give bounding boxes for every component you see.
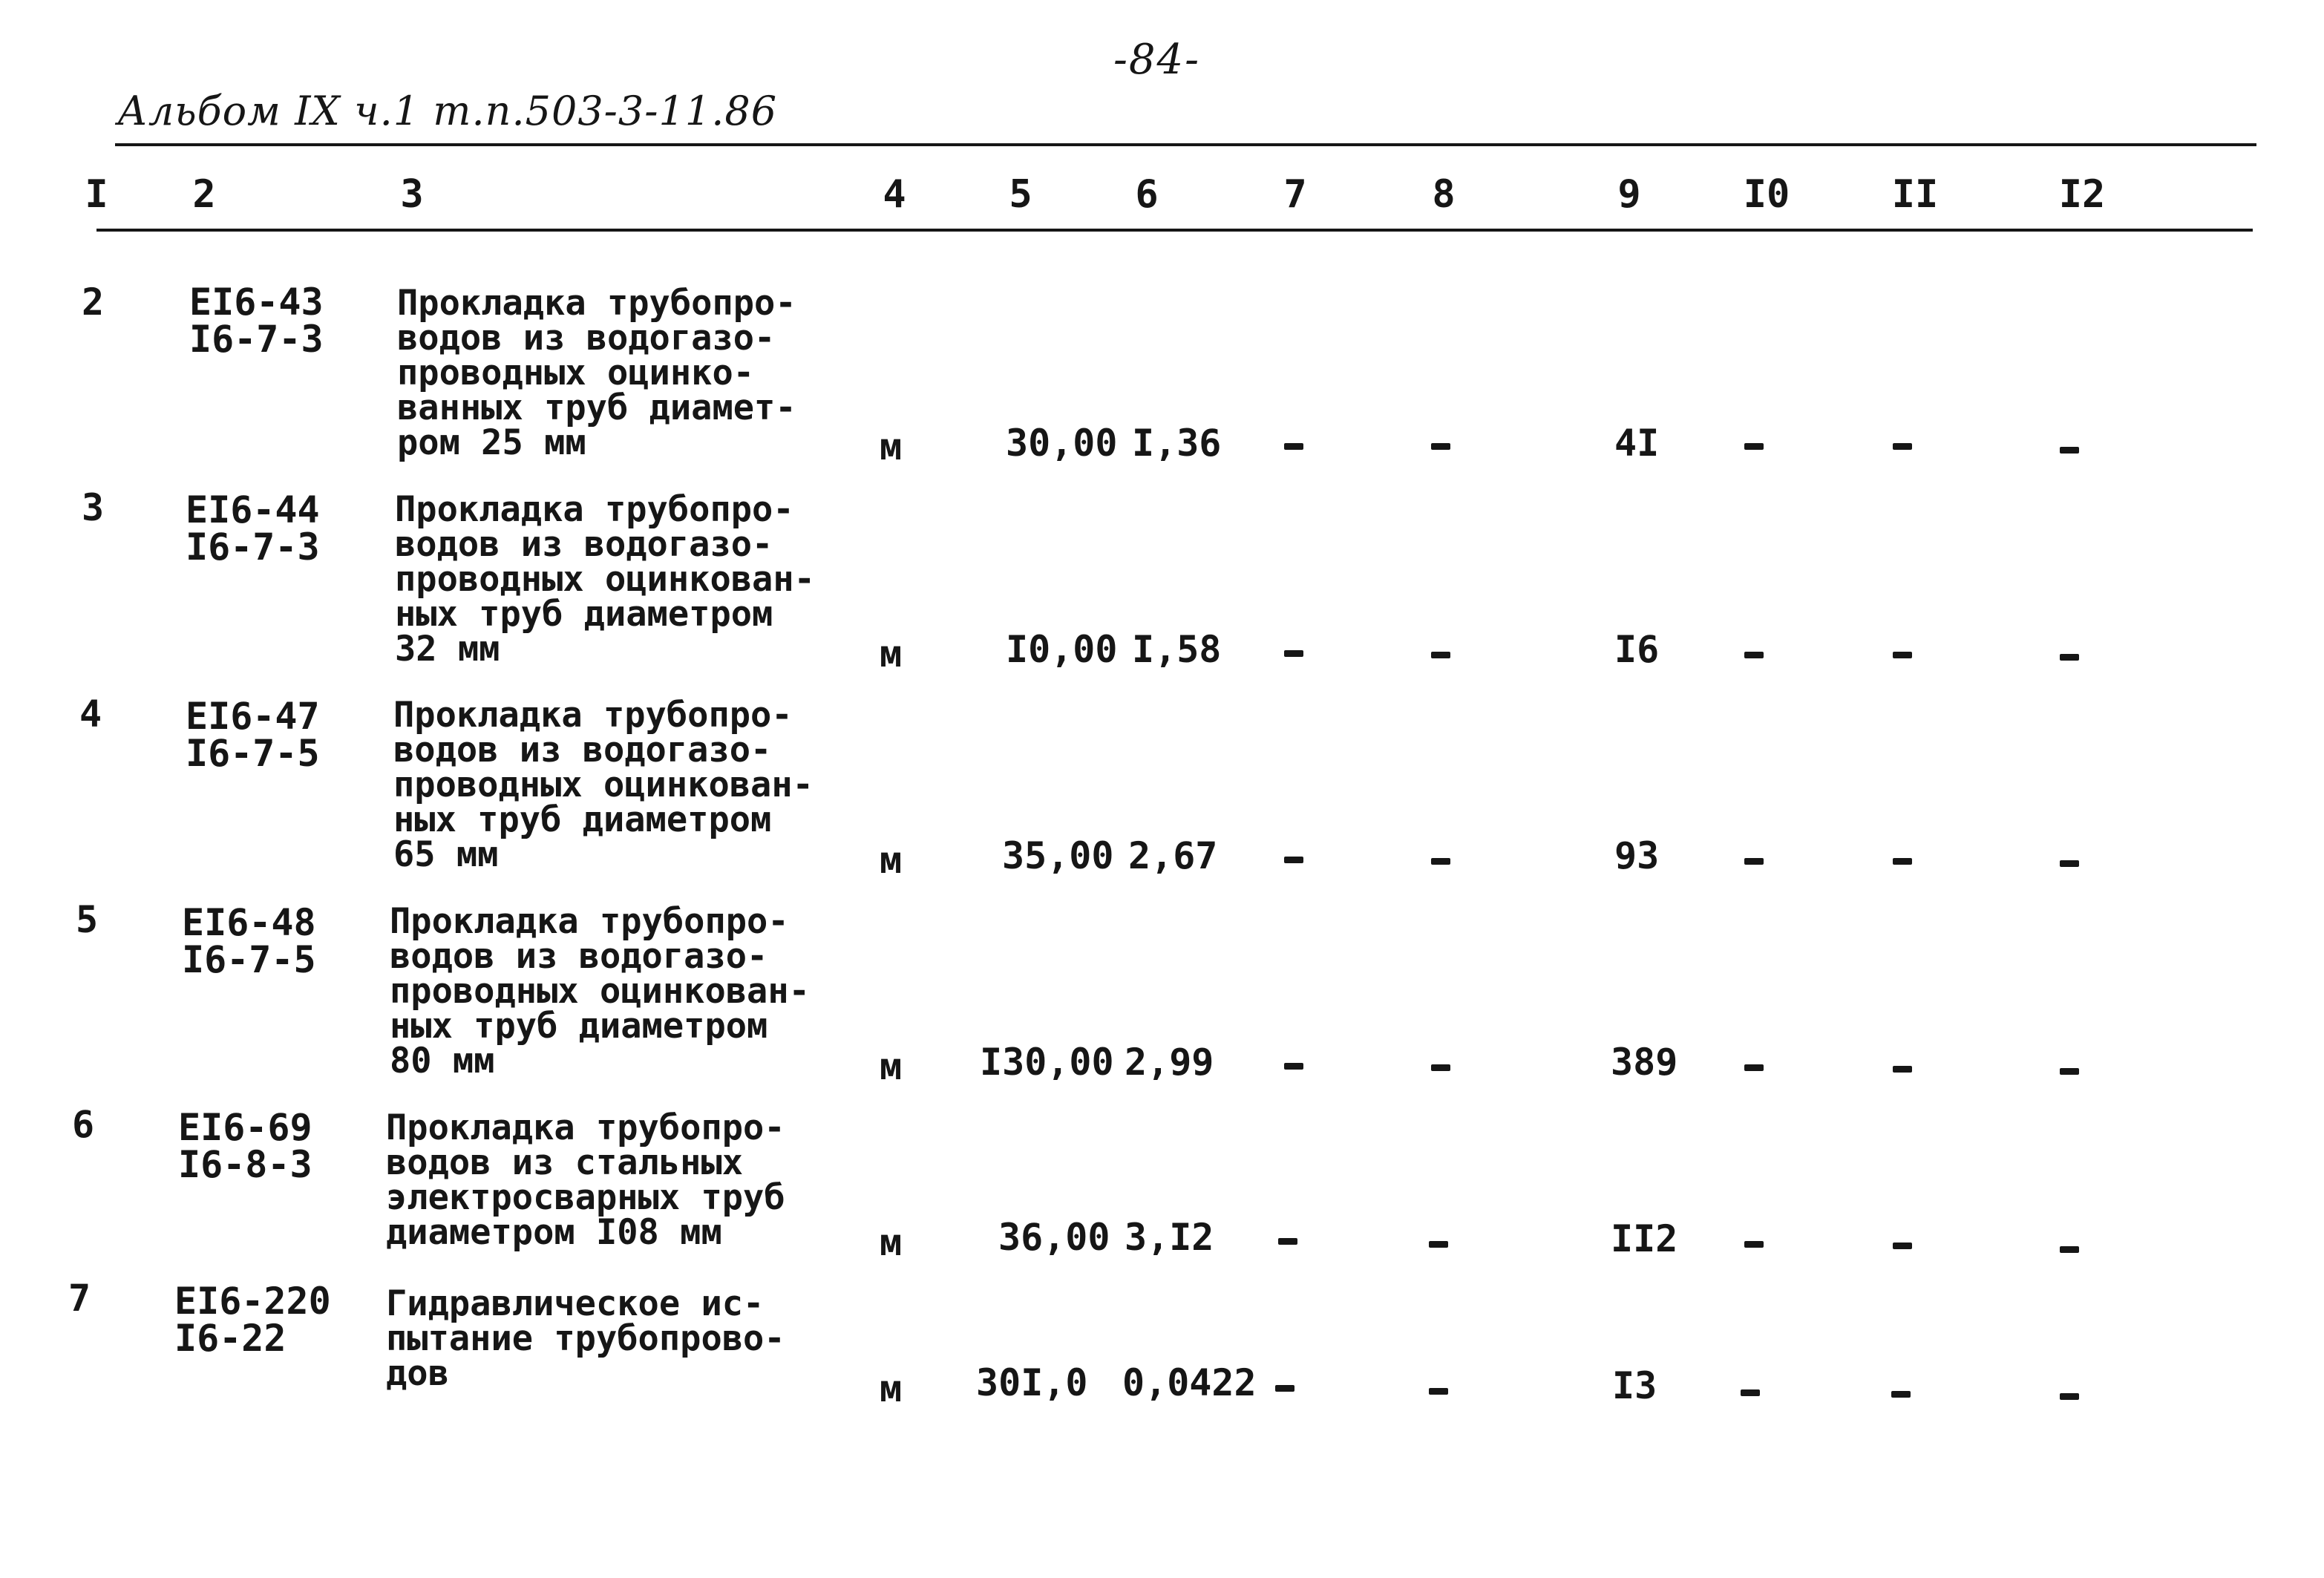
column-header-5: 5	[1009, 172, 1032, 217]
col9-value: II2	[1611, 1217, 1678, 1260]
work-description: Прокладка трубопро- водов из водогазо- проводных оцинкован- ных труб диаметром 80 мм	[390, 901, 810, 1081]
rate-code-primary: EI6-43	[189, 281, 324, 324]
rate-code	[174, 1280, 331, 1360]
col12-dash	[2060, 447, 2079, 454]
col11-dash	[1893, 858, 1912, 865]
rate-code	[178, 1106, 312, 1186]
unit: м	[880, 1045, 903, 1088]
norm-value: 3,I2	[1125, 1216, 1214, 1259]
album-reference: Альбом IX ч.1 т.п.503-3-11.86	[117, 88, 778, 134]
rate-code	[182, 901, 316, 981]
row-number: 2	[82, 281, 105, 324]
unit: м	[880, 1221, 903, 1264]
rate-code-primary: EI6-47	[186, 695, 320, 738]
row-number: 7	[68, 1277, 91, 1320]
rate-code-secondary: I6-22	[174, 1317, 287, 1360]
col9-value: I3	[1612, 1364, 1657, 1407]
norm-value: 2,67	[1128, 834, 1218, 877]
col7-dash	[1278, 1238, 1297, 1245]
norm-value: I,58	[1132, 628, 1222, 671]
rate-code-secondary: I6-8-3	[178, 1143, 312, 1186]
col7-dash	[1284, 857, 1303, 863]
col10-dash	[1741, 1389, 1760, 1396]
rate-code-primary: EI6-44	[186, 488, 320, 531]
work-description: Прокладка трубопро- водов из водогазо- проводных оцинкован- ных труб диаметром 32 мм	[395, 489, 815, 669]
work-description: Прокладка трубопро- водов из водогазо- проводных оцинко- ванных труб диамет- ром 25 мм	[397, 283, 796, 463]
column-header-2: 2	[192, 172, 216, 217]
col11-dash	[1891, 1391, 1911, 1398]
row-number: 3	[82, 486, 105, 529]
column-header-12: I2	[2058, 172, 2106, 217]
rate-code-secondary: I6-7-3	[189, 318, 324, 361]
col7-dash	[1284, 1063, 1303, 1070]
quantity: 36,00	[998, 1216, 1110, 1259]
col10-dash	[1744, 652, 1764, 658]
column-header-10: I0	[1743, 172, 1790, 217]
unit: м	[880, 839, 903, 882]
work-description: Прокладка трубопро- водов из водогазо- проводных оцинкован- ных труб диаметром 65 мм	[393, 695, 814, 875]
rate-code	[186, 488, 320, 569]
col9-value: 389	[1611, 1041, 1678, 1084]
quantity: 35,00	[1002, 834, 1114, 877]
rate-code-secondary: I6-7-5	[182, 938, 316, 981]
col12-dash	[2060, 1393, 2079, 1400]
col12-dash	[2060, 1246, 2079, 1253]
col9-value: I6	[1614, 628, 1660, 671]
col8-dash	[1429, 1388, 1448, 1395]
col8-dash	[1431, 858, 1450, 865]
col9-value: 4I	[1614, 422, 1660, 465]
header-rule	[96, 229, 2253, 232]
row-number: 6	[72, 1103, 95, 1146]
rate-code-primary: EI6-69	[178, 1106, 312, 1149]
rate-code-secondary: I6-7-5	[186, 732, 320, 775]
col10-dash	[1744, 858, 1764, 865]
quantity: I30,00	[980, 1041, 1114, 1084]
work-description: Гидравлическое ис- пытание трубопрово- дов	[386, 1283, 785, 1394]
unit: м	[880, 1367, 903, 1410]
col11-dash	[1893, 1066, 1912, 1073]
column-header-7: 7	[1283, 172, 1307, 217]
top-rule	[115, 143, 2256, 146]
col10-dash	[1744, 1064, 1764, 1071]
col11-dash	[1893, 652, 1912, 658]
column-header-8: 8	[1432, 172, 1456, 217]
col8-dash	[1431, 443, 1450, 450]
col8-dash	[1429, 1241, 1448, 1248]
norm-value: I,36	[1132, 422, 1222, 465]
rate-code-secondary: I6-7-3	[186, 526, 320, 569]
norm-value: 2,99	[1125, 1041, 1214, 1084]
rate-code-primary: EI6-48	[182, 901, 316, 944]
unit: м	[880, 425, 903, 468]
column-header-11: II	[1891, 172, 1939, 217]
quantity: I0,00	[1006, 628, 1118, 671]
norm-value: 0,0422	[1122, 1361, 1257, 1404]
col12-dash	[2060, 860, 2079, 867]
quantity: 30I,0	[976, 1361, 1088, 1404]
work-description: Прокладка трубопро- водов из стальных электросварных труб диаметром I08 мм	[386, 1107, 785, 1253]
col10-dash	[1744, 443, 1764, 450]
col10-dash	[1744, 1241, 1764, 1248]
rate-code	[186, 695, 320, 775]
row-number: 4	[79, 693, 102, 736]
row-number: 5	[76, 898, 99, 941]
col11-dash	[1893, 443, 1912, 450]
column-header-3: 3	[400, 172, 424, 217]
column-header-6: 6	[1135, 172, 1159, 217]
column-header-9: 9	[1617, 172, 1641, 217]
col7-dash	[1284, 650, 1303, 657]
unit: м	[880, 632, 903, 675]
col7-dash	[1275, 1385, 1294, 1392]
column-header-1: I	[85, 172, 108, 217]
page-number: -84-	[1113, 36, 1201, 84]
col11-dash	[1893, 1243, 1912, 1249]
rate-code-primary: EI6-220	[174, 1280, 331, 1323]
col8-dash	[1431, 1064, 1450, 1071]
col8-dash	[1431, 652, 1450, 658]
col9-value: 93	[1614, 834, 1660, 877]
rate-code	[189, 281, 324, 361]
col12-dash	[2060, 654, 2079, 661]
quantity: 30,00	[1006, 422, 1118, 465]
column-header-4: 4	[883, 172, 906, 217]
col7-dash	[1284, 443, 1303, 450]
col12-dash	[2060, 1068, 2079, 1075]
